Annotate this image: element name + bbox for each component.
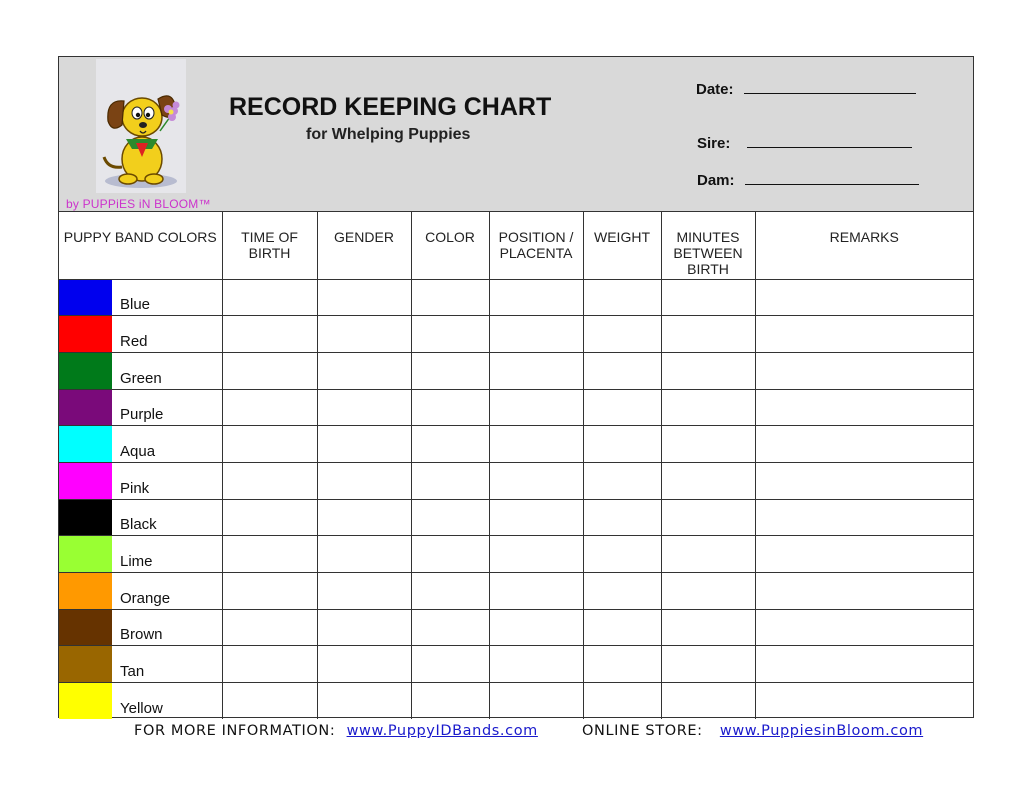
color-swatch — [59, 280, 112, 316]
table-row — [59, 536, 973, 573]
band-color-cell — [59, 279, 222, 316]
entry-cell[interactable] — [583, 389, 661, 426]
entry-cell[interactable] — [755, 573, 973, 610]
entry-cell[interactable] — [222, 352, 317, 389]
entry-cell[interactable] — [661, 573, 755, 610]
table-row — [59, 573, 973, 610]
dam-field[interactable] — [697, 170, 919, 189]
band-color-cell — [59, 352, 222, 389]
entry-cell[interactable] — [222, 683, 317, 720]
sire-field[interactable] — [697, 133, 912, 152]
entry-cell[interactable] — [317, 426, 411, 463]
entry-cell[interactable] — [755, 646, 973, 683]
entry-cell[interactable] — [583, 462, 661, 499]
entry-cell[interactable] — [411, 646, 489, 683]
color-name: Black — [120, 516, 157, 534]
entry-cell[interactable] — [411, 352, 489, 389]
table-row — [59, 316, 973, 353]
color-swatch — [59, 316, 112, 352]
entry-cell[interactable] — [489, 499, 583, 536]
footer-store — [582, 723, 923, 739]
entry-cell[interactable] — [222, 609, 317, 646]
entry-cell[interactable] — [317, 279, 411, 316]
byline: by PUPPiES iN BLOOM™ — [66, 197, 211, 211]
store-link[interactable]: www.PuppiesinBloom.com — [719, 723, 924, 739]
color-name: Tan — [120, 663, 145, 681]
band-color-cell — [59, 573, 222, 610]
entry-cell[interactable] — [755, 316, 973, 353]
entry-cell[interactable] — [489, 426, 583, 463]
entry-cell[interactable] — [489, 536, 583, 573]
band-color-cell — [59, 462, 222, 499]
entry-cell[interactable] — [661, 609, 755, 646]
entry-cell[interactable] — [661, 536, 755, 573]
entry-cell[interactable] — [317, 646, 411, 683]
entry-cell[interactable] — [755, 462, 973, 499]
color-name: Orange — [120, 589, 171, 607]
entry-cell[interactable] — [222, 316, 317, 353]
entry-cell[interactable] — [489, 389, 583, 426]
footer-info — [134, 723, 538, 739]
entry-cell[interactable] — [317, 389, 411, 426]
date-field[interactable] — [696, 79, 916, 98]
entry-cell[interactable] — [755, 352, 973, 389]
table-row — [59, 389, 973, 426]
entry-cell[interactable] — [489, 646, 583, 683]
color-name: Green — [120, 369, 162, 387]
entry-cell[interactable] — [411, 499, 489, 536]
entry-cell[interactable] — [661, 352, 755, 389]
entry-cell[interactable] — [755, 389, 973, 426]
entry-cell[interactable] — [583, 499, 661, 536]
entry-cell[interactable] — [489, 316, 583, 353]
record-table — [59, 212, 973, 719]
color-name: Aqua — [120, 442, 156, 460]
entry-cell[interactable] — [411, 316, 489, 353]
entry-cell[interactable] — [755, 536, 973, 573]
color-name: Red — [120, 332, 148, 350]
color-name: Purple — [120, 406, 164, 424]
column-header: GENDER — [317, 212, 411, 279]
table-row — [59, 279, 973, 316]
info-link[interactable]: www.PuppyIDBands.com — [346, 723, 538, 739]
info-label: FOR MORE INFORMATION: — [134, 723, 336, 739]
entry-cell[interactable] — [411, 573, 489, 610]
table-row — [59, 683, 973, 720]
color-name: Brown — [120, 626, 163, 644]
entry-cell[interactable] — [317, 352, 411, 389]
entry-cell[interactable] — [222, 536, 317, 573]
dam-line[interactable] — [745, 170, 919, 185]
page-title: RECORD KEEPING CHART — [229, 93, 552, 121]
entry-cell[interactable] — [755, 609, 973, 646]
entry-cell[interactable] — [583, 316, 661, 353]
column-header: WEIGHT — [583, 212, 661, 279]
band-color-cell — [59, 316, 222, 353]
color-name: Yellow — [120, 700, 163, 718]
entry-cell[interactable] — [583, 609, 661, 646]
entry-cell[interactable] — [317, 536, 411, 573]
entry-cell[interactable] — [661, 279, 755, 316]
date-line[interactable] — [744, 79, 916, 94]
band-color-cell — [59, 426, 222, 463]
entry-cell[interactable] — [583, 279, 661, 316]
entry-cell[interactable] — [489, 462, 583, 499]
entry-cell[interactable] — [411, 683, 489, 720]
band-color-cell — [59, 499, 222, 536]
entry-cell[interactable] — [317, 462, 411, 499]
color-swatch — [59, 426, 112, 462]
entry-cell[interactable] — [755, 499, 973, 536]
date-label: Date: — [696, 81, 734, 98]
entry-cell[interactable] — [583, 573, 661, 610]
color-swatch — [59, 610, 112, 646]
color-name: Lime — [120, 553, 153, 570]
entry-cell[interactable] — [755, 683, 973, 720]
entry-cell[interactable] — [317, 573, 411, 610]
entry-cell[interactable] — [411, 279, 489, 316]
table-row — [59, 609, 973, 646]
entry-cell[interactable] — [222, 499, 317, 536]
table-row — [59, 499, 973, 536]
color-swatch — [59, 463, 112, 499]
column-header: POSITION / PLACENTA — [489, 212, 583, 279]
sire-line[interactable] — [747, 133, 912, 148]
entry-cell[interactable] — [317, 499, 411, 536]
entry-cell[interactable] — [583, 536, 661, 573]
color-swatch — [59, 390, 112, 426]
color-swatch — [59, 500, 112, 536]
entry-cell[interactable] — [489, 573, 583, 610]
entry-cell[interactable] — [661, 683, 755, 720]
entry-cell[interactable] — [222, 426, 317, 463]
entry-cell[interactable] — [489, 352, 583, 389]
column-header: COLOR — [411, 212, 489, 279]
entry-cell[interactable] — [411, 389, 489, 426]
entry-cell[interactable] — [411, 609, 489, 646]
column-header: REMARKS — [755, 212, 973, 279]
store-label: ONLINE STORE: — [582, 723, 703, 739]
band-color-cell — [59, 389, 222, 426]
color-name: Blue — [120, 296, 151, 314]
band-color-cell — [59, 609, 222, 646]
header-band — [59, 57, 973, 212]
entry-cell[interactable] — [489, 609, 583, 646]
entry-cell[interactable] — [661, 462, 755, 499]
puppy-logo-icon — [96, 59, 186, 193]
entry-cell[interactable] — [317, 609, 411, 646]
dam-label: Dam: — [697, 172, 735, 189]
entry-cell[interactable] — [661, 499, 755, 536]
column-header: TIME OF BIRTH — [222, 212, 317, 279]
band-color-cell — [59, 646, 222, 683]
entry-cell[interactable] — [489, 279, 583, 316]
entry-cell[interactable] — [755, 426, 973, 463]
table-row — [59, 646, 973, 683]
band-color-cell — [59, 683, 222, 720]
band-color-cell — [59, 536, 222, 573]
color-swatch — [59, 536, 112, 572]
entry-cell[interactable] — [411, 462, 489, 499]
color-swatch — [59, 353, 112, 389]
entry-cell[interactable] — [222, 573, 317, 610]
table-header-row — [59, 212, 973, 279]
entry-cell[interactable] — [317, 683, 411, 720]
entry-cell[interactable] — [661, 389, 755, 426]
color-name: Pink — [120, 479, 150, 497]
table-row — [59, 426, 973, 463]
entry-cell[interactable] — [661, 426, 755, 463]
table-row — [59, 352, 973, 389]
record-sheet — [58, 56, 974, 718]
entry-cell[interactable] — [583, 426, 661, 463]
color-swatch — [59, 573, 112, 609]
entry-cell[interactable] — [583, 683, 661, 720]
entry-cell[interactable] — [411, 426, 489, 463]
table-row — [59, 462, 973, 499]
entry-cell[interactable] — [489, 683, 583, 720]
entry-cell[interactable] — [222, 279, 317, 316]
sire-label: Sire: — [697, 135, 731, 152]
page-subtitle: for Whelping Puppies — [306, 126, 471, 143]
column-header: PUPPY BAND COLORS — [59, 212, 222, 279]
color-swatch — [59, 683, 112, 719]
entry-cell[interactable] — [583, 646, 661, 683]
entry-cell[interactable] — [583, 352, 661, 389]
column-header: MINUTES BETWEEN BIRTH — [661, 212, 755, 279]
color-swatch — [59, 646, 112, 682]
entry-cell[interactable] — [222, 646, 317, 683]
entry-cell[interactable] — [411, 536, 489, 573]
entry-cell[interactable] — [661, 316, 755, 353]
entry-cell[interactable] — [222, 462, 317, 499]
record-table-wrap — [59, 212, 973, 719]
entry-cell[interactable] — [222, 389, 317, 426]
entry-cell[interactable] — [317, 316, 411, 353]
entry-cell[interactable] — [755, 279, 973, 316]
entry-cell[interactable] — [661, 646, 755, 683]
